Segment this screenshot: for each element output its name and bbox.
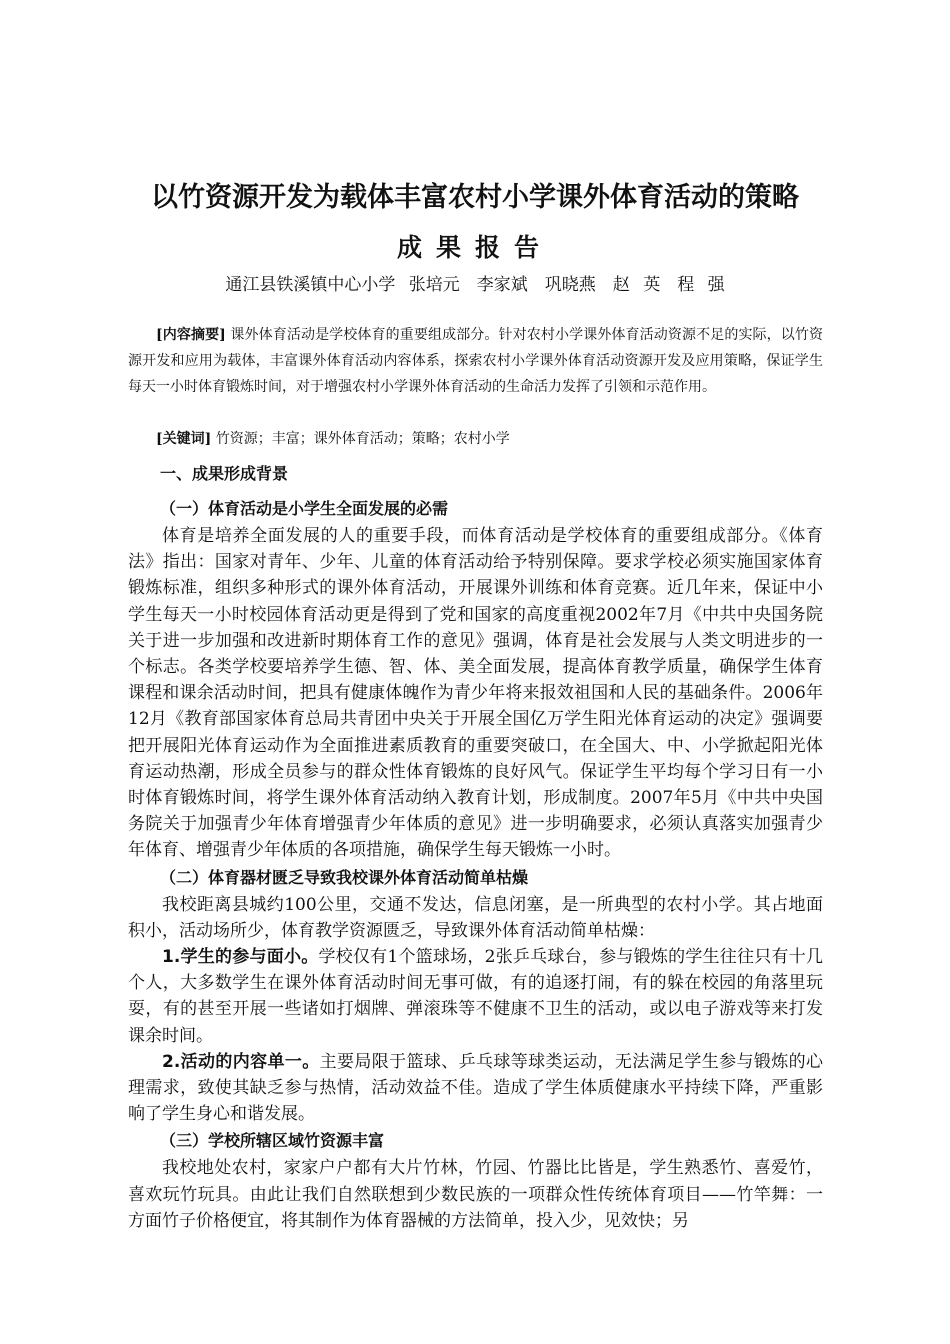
abstract-label: [内容摘要]	[156, 327, 226, 343]
list-item-1	[128, 944, 823, 1049]
document-subtitle: 成果报告	[396, 233, 553, 262]
authors-line: 通江县铁溪镇中心小学 张培元 李家斌 巩晓燕 赵 英 程 强	[225, 275, 725, 295]
document-title: 以竹资源开发为载体丰富农村小学课外体育活动的策略	[151, 182, 799, 213]
keywords-label: [关键词]	[156, 431, 212, 447]
subsection-heading-2: （二）体育器材匮乏导致我校课外体育活动简单枯燥	[160, 867, 529, 887]
list-item-2-text: 主要局限于篮球、乒乓球等球类运动，无法满足学生参与锻炼的心理需求，致使其缺乏参与热情，活动效益不佳。造成了学生体质健康水平持续下降，严重影响了学生身心和谐发展。	[128, 1051, 823, 1125]
list-item-1-text: 学校仅有1个篮球场，2张乒乓球台，参与锻炼的学生往往只有十几个人，大多数学生在课外体育活动时间无事可做，有的追逐打闹，有的躲在校园的角落里玩耍，有的甚至开展一些诸如打烟牌、弹滚珠等不健康不卫生的活动，或以电子游戏等来打发课余时间。	[128, 947, 823, 1046]
paragraph-3: 我校地处农村，家家户户都有大片竹林，竹园、竹器比比皆是，学生熟悉竹、喜爱竹，喜欢玩竹玩具。由此让我们自然联想到少数民族的一项群众性传统体育项目——竹竿舞：一方面竹子价格便宜，将其制作为体育器械的方法简单，投入少，见效快；另	[128, 1158, 823, 1231]
abstract-paragraph	[128, 322, 823, 400]
paragraph-2: 我校距离县城约100公里，交通不发达，信息闭塞，是一所典型的农村小学。其占地面积小，活动场所少，体育教学资源匮乏，导致课外体育活动简单枯燥：	[128, 894, 823, 941]
list-item-2	[128, 1049, 823, 1128]
abstract-block	[128, 322, 823, 400]
keywords-paragraph	[128, 426, 823, 452]
document-body	[128, 459, 823, 1234]
abstract-text: 课外体育活动是学校体育的重要组成部分。针对农村小学课外体育活动资源不足的实际，以竹资源开发和应用为载体，丰富课外体育活动内容体系，探索农村小学课外体育活动资源开发及应用策略，保证学生每天一小时体育锻炼时间，对于增强农村小学课外体育活动的生命活力发挥了引领和示范作用。	[128, 327, 824, 395]
subsection-heading-3: （三）学校所辖区域竹资源丰富	[160, 1131, 385, 1151]
list-item-2-lead: 2.活动的内容单一。	[162, 1051, 320, 1072]
keywords-block	[128, 426, 823, 452]
paragraph-1: 体育是培养全面发展的人的重要手段，而体育活动是学校体育的重要组成部分。《体育法》指出：国家对青年、少年、儿童的体育活动给予特别保障。要求学校必须实施国家体育锻炼标准，组织多种形式的课外体育活动，开展课外训练和体育竞赛。近几年来，保证中小学生每天一小时校园体育活动更是得到了党和国家的高度重视2002年7月《中共中央国务院关于进一步加强和改进新时期体育工作的意见》强调，体育是社会发展与人类文明进步的一个标志。各类学校要培养学生德、智、体、美全面发展，提高体育教学质量，确保学生体育课程和课余活动时间，把具有健康体魄作为青少年将来报效祖国和人民的基础条件。2006年12月《教育部国家体育总局共青团中央关于开展全国亿万学生阳光体育运动的决定》强调要把开展阳光体育运动作为全面推进素质教育的重要突破口，在全国大、中、小学掀起阳光体育运动热潮，形成全员参与的群众性体育锻炼的良好风气。保证学生平均每个学习日有一小时体育锻炼时间，将学生课外体育活动纳入教育计划，形成制度。2007年5月《中共中央国务院关于加强青少年体育增强青少年体质的意见》进一步明确要求，必须认真落实加强青少年体育、增强青少年体质的各项措施，确保学生每天锻炼一小时。	[128, 526, 823, 861]
keywords-text: 竹资源；丰富；课外体育活动；策略；农村小学	[215, 431, 510, 447]
subsection-heading-1: （一）体育活动是小学生全面发展的必需	[160, 499, 449, 518]
section-heading: 一、成果形成背景	[160, 464, 289, 483]
list-item-1-lead: 1.学生的参与面小。	[162, 947, 319, 968]
